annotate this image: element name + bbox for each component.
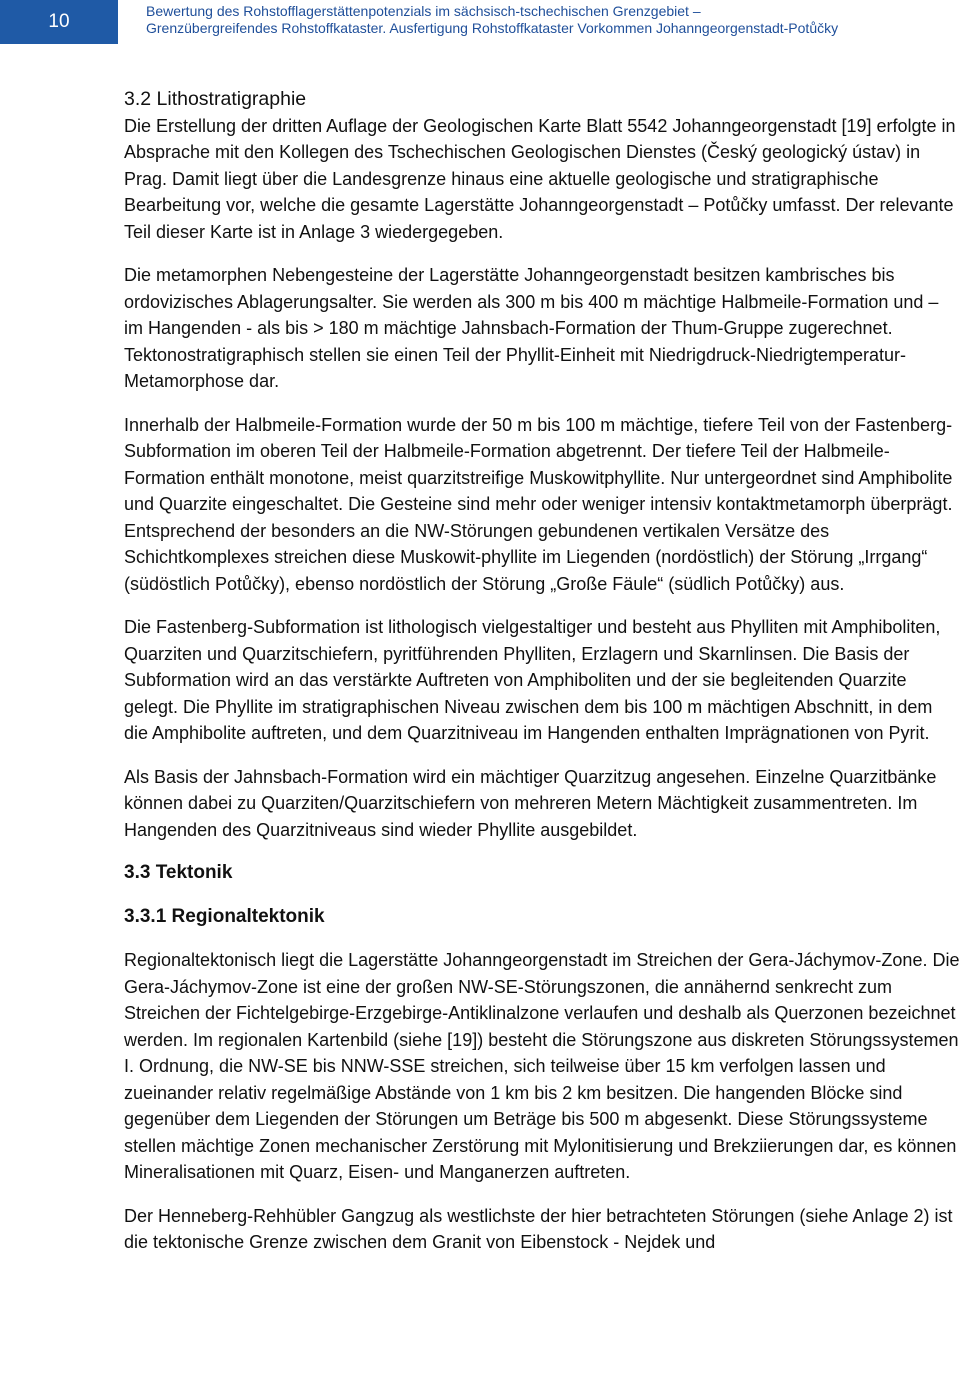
header-text [146,3,956,37]
page-header [0,0,960,44]
section-heading-3-3: 3.3 Tektonik [124,862,233,883]
paragraph-3-2-3: Innerhalb der Halbmeile-Formation wurde der 50 m bis 100 m mächtige, tiefere Teil von der Fastenberg-Subformation im oberen Teil der Halbmeile-Formation abgetrennt. Der tiefere Teil der Halbmeile-Formation enthält monotone, meist quarzitstreifige Muskowitphyllite. Nur untergeordnet sind Amphibolite und Quarzite eingeschaltet. Die Gesteine sind mehr oder weniger intensiv kontaktmetamorph überprägt. Entsprechend der besonders an die NW-Störungen gebundenen vertikalen Versätze des Schichtkomplexes streichen diese Muskowit-phyllite im Liegenden (nordöstlich) der Störung „Irrgang“ (südöstlich Potůčky), ebenso nordöstlich der Störung „Große Fäule“ (südlich Potůčky) aus. [124,414,953,594]
paragraph-3-2-2: Die metamorphen Nebengesteine der Lagerstätte Johanngeorgenstadt besitzen kambrisches bis ordovizisches Ablagerungsalter. Sie werden als 300 m bis 400 m mächtige Halbmeile-Formation und – im Hangenden - als bis > 180 m mächtige Jahnsbach-Formation der Thum-Gruppe zugerechnet. Tektonostratigraphisch stellen sie einen Teil der Phyllit-Einheit mit Niedrigdruck-Niedrigtemperatur-Metamorphose dar. [124,265,939,391]
section-heading-3-2: 3.2 Lithostratigraphie [124,88,307,110]
document-body [124,86,960,1256]
paragraph-3-2-1: Die Erstellung der dritten Auflage der Geologischen Karte Blatt 5542 Johanngeorgenstadt [19] erfolgte in Absprache mit den Kollegen des Tschechischen Geologischen Dienstes (Český geologický ústav) in Prag. Damit liegt über die Landesgrenze hinaus eine aktuelle geologische und stratigraphische Bearbeitung vor, welche die gesamte Lagerstätte Johanngeorgenstadt – Potůčky umfasst. Der relevante Teil dieser Karte ist in Anlage 3 wiedergegeben. [124,115,956,242]
header-line-2: Grenzübergreifendes Rohstoffkataster. Ausfertigung Rohstoffkataster Vorkommen Johanngeorgenstadt-Potůčky [146,20,839,36]
section-heading-3-3-1: 3.3.1 Regionaltektonik [124,905,325,927]
paragraph-3-3-1-2: Der Henneberg-Rehhübler Gangzug als westlichste der hier betrachteten Störungen (siehe Anlage 2) ist die tektonische Grenze zwischen dem Granit von Eibenstock - Nejdek und [124,1205,953,1252]
paragraph-3-2-4: Die Fastenberg-Subformation ist lithologisch vielgestaltiger und besteht aus Phylliten mit Amphiboliten, Quarziten und Quarzitschiefern, pyritführenden Phylliten, Erzlagern und Skarnlinsen. Die Basis der Subformation wird an das verstärkte Auftreten von Amphiboliten und der sie begleitenden Quarzite gelegt. Die Phyllite im stratigraphischen Niveau zwischen dem bis 100 m mächtigen Abschnitt, in dem die Amphibolite auftreten, und dem Quarzitniveau im Hangenden enthalten Imprägnationen von Pyrit. [124,617,941,743]
paragraph-3-3-1-1: Regionaltektonisch liegt die Lagerstätte Johanngeorgenstadt im Streichen der Gera-Jáchymov-Zone. Die Gera-Jáchymov-Zone ist eine der großen NW-SE-Störungszonen, die annähernd senkrecht zum Streichen der Fichtelgebirge-Erzgebirge-Antiklinalzone verlaufen und deshalb als Querzonen bezeichnet werden. Im regionalen Kartenbild (siehe [19]) besteht die Störungszone aus diskreten Störungssystemen I. Ordnung, die NW-SE bis NNW-SSE streichen, sich teilweise über 15 km verfolgen lassen und zueinander relativ regelmäßige Abstände von 1 km bis 2 km besitzen. Die hangenden Blöcke sind gegenüber dem Liegenden der Störungen um Beträge bis 500 m abgesenkt. Diese Störungssysteme stellen mächtige Zonen mechanischer Zerstörung mit Mylonitisierung und Brekziierungen dar, es können Mineralisationen mit Quarz, Eisen- und Manganerzen auftreten. [124,950,960,1182]
header-line-1: Bewertung des Rohstofflagerstättenpotenzials im sächsisch-tschechischen Grenzgebiet – [146,3,701,19]
paragraph-3-2-5: Als Basis der Jahnsbach-Formation wird ein mächtiger Quarzitzug angesehen. Einzelne Quarzitbänke können dabei zu Quarziten/Quarzitschiefern von mehreren Metern Mächtigkeit zusammentreten. Im Hangenden des Quarzitniveaus sind wieder Phyllite ausgebildet. [124,766,937,840]
page-number: 10 [0,0,118,44]
